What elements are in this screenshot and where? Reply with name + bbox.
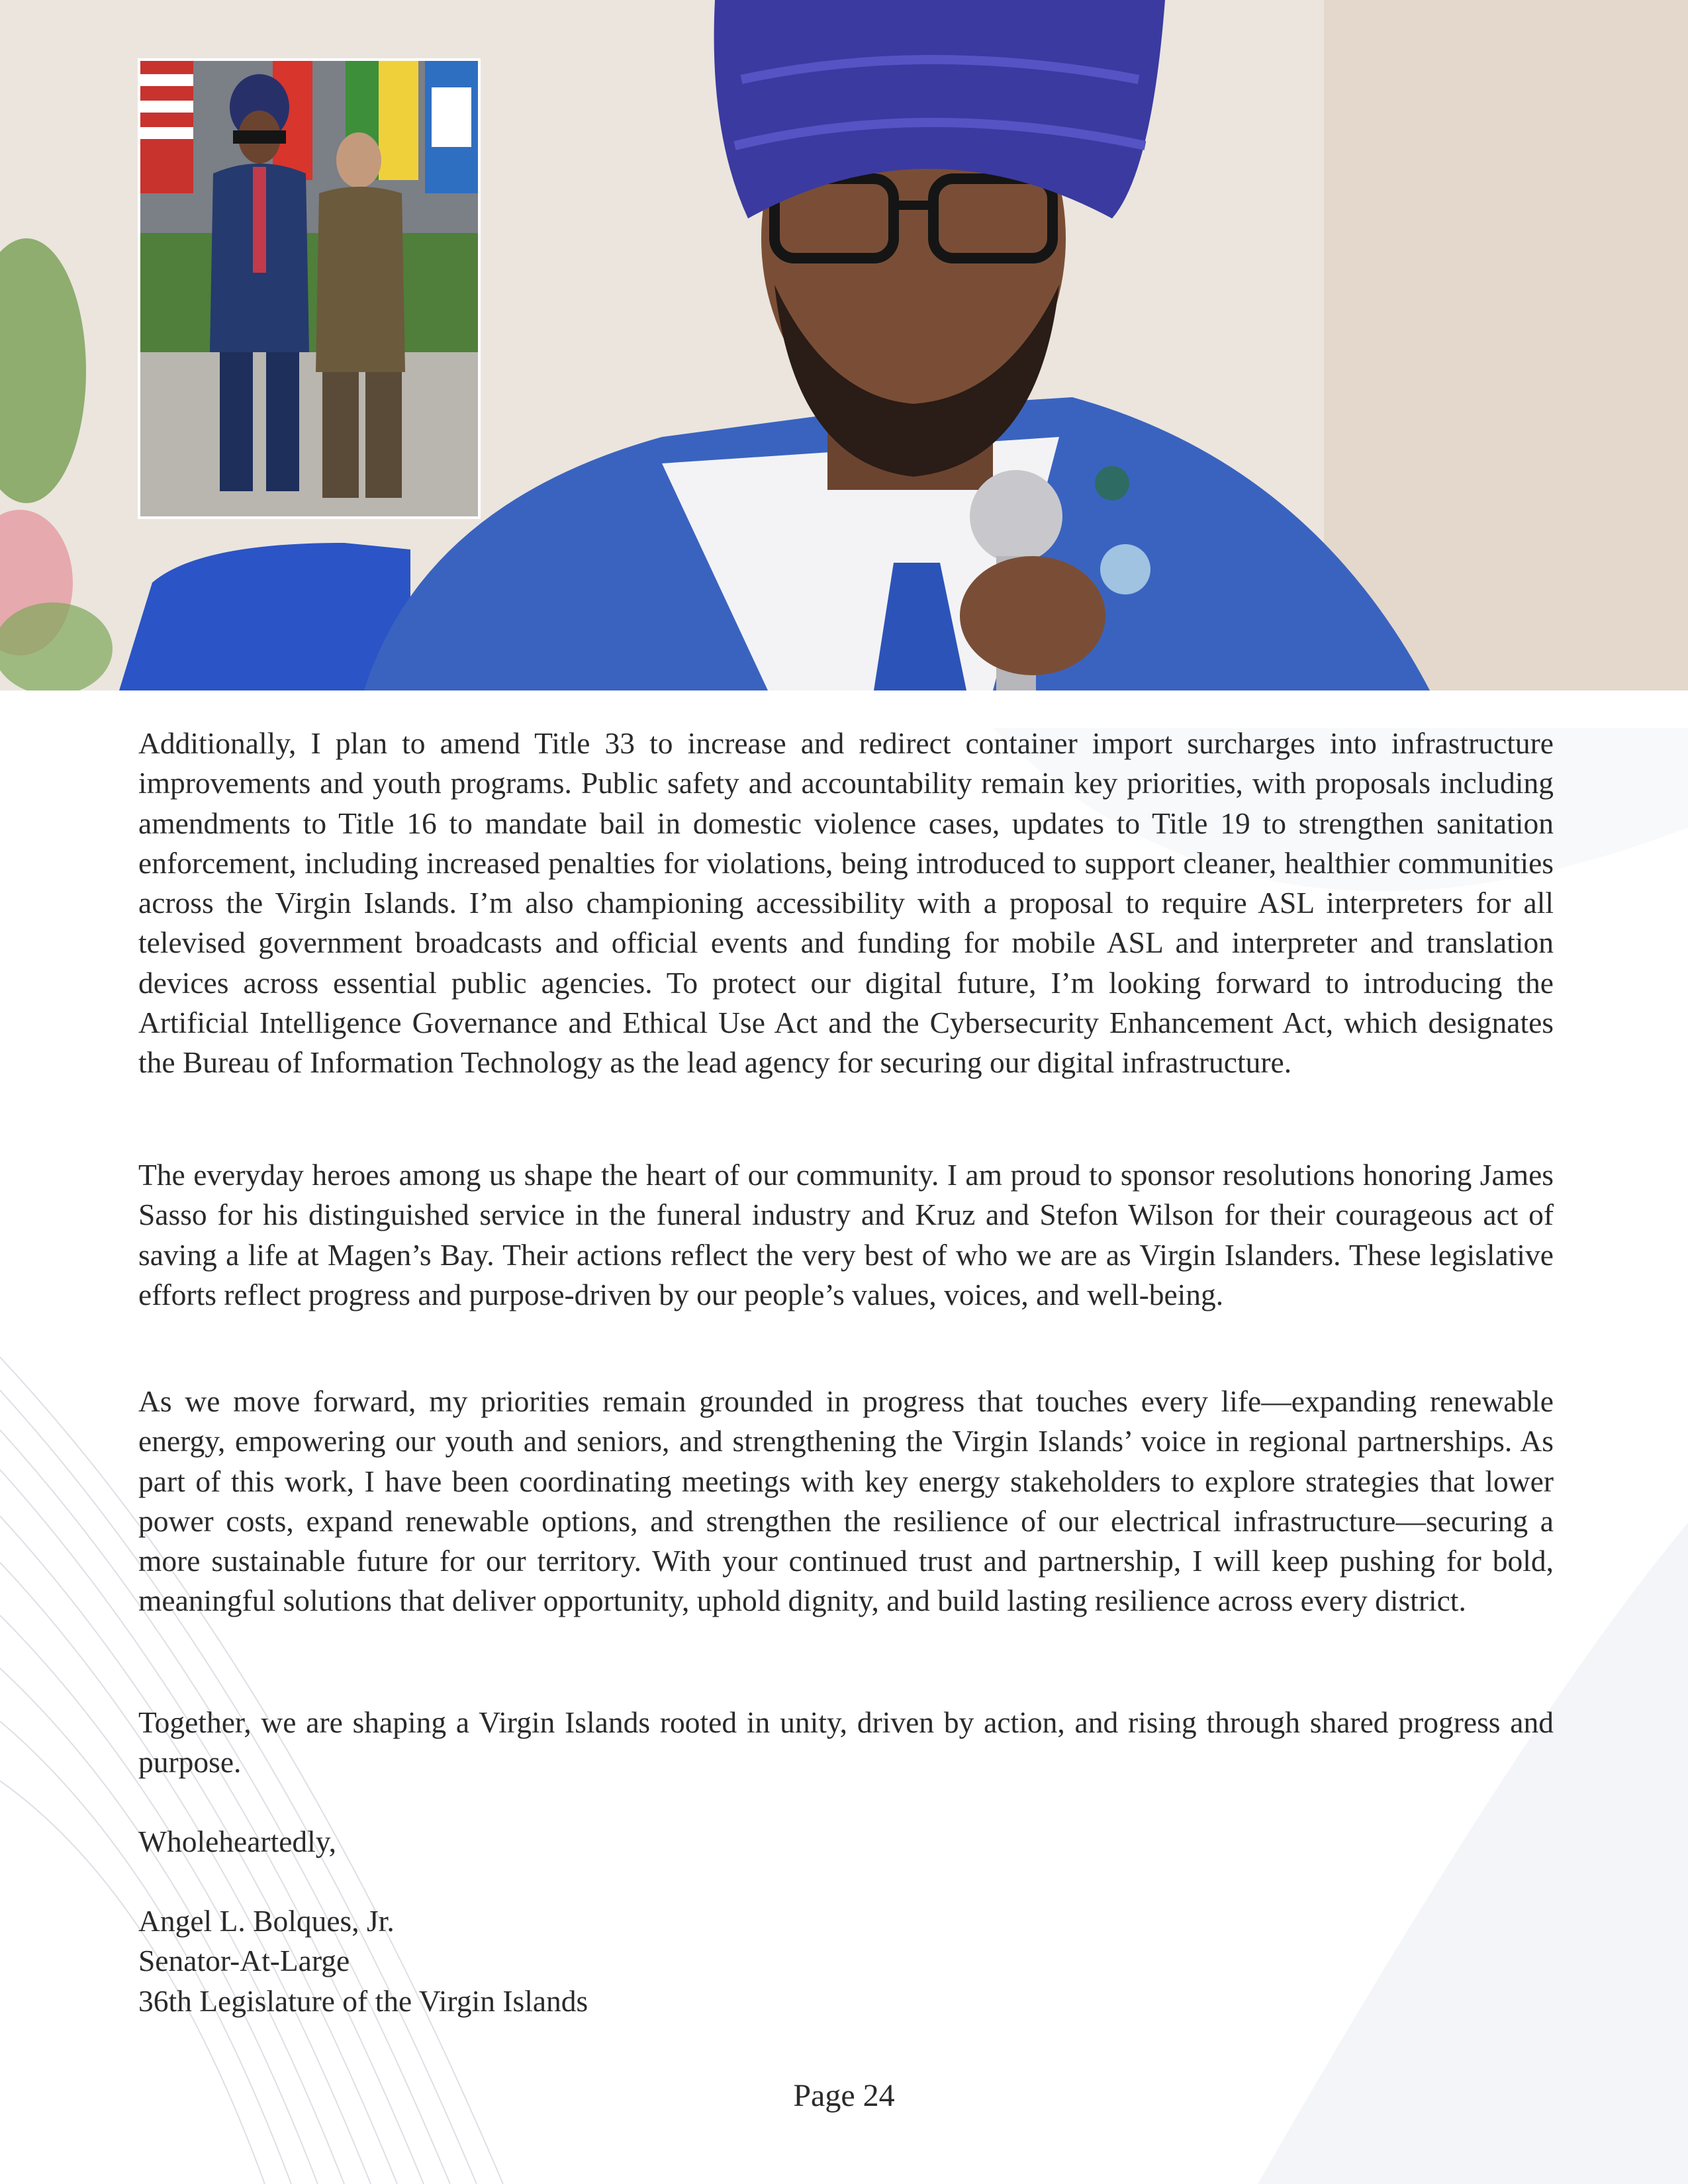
paragraph-4-text: Together, we are shaping a Virgin Islands rooted in unity, driven by action, and rising through shared progress and purpose. [138, 1705, 1554, 1780]
signature-block [138, 1901, 1554, 2021]
signer-title: Senator-At-Large [138, 1944, 350, 1978]
inset-photo [138, 58, 481, 519]
group-photo-icon [140, 61, 478, 516]
signer-legislature: 36th Legislature of the Virgin Islands [138, 1983, 588, 2018]
salutation-text: Wholeheartedly, [138, 1825, 336, 1858]
paragraph-2-text: The everyday heroes among us shape the heart of our community. I am proud to sponsor resolutions honoring James Sasso for his distinguished service in the funeral industry and Kruz and Stefon Wilson for their courageous act of saving a life at Magen’s Bay. Their actions reflect the very best of who we are as Virgin Islanders. These legislative efforts reflect progress and purpose-driven by our people’s values, voices, and well-being. [138, 1158, 1554, 1311]
header-photo [0, 0, 1688, 690]
closing-salutation [138, 1822, 1554, 1862]
signer-name: Angel L. Bolques, Jr. [138, 1904, 395, 1938]
body-paragraph-2 [138, 1155, 1554, 1315]
body-paragraph-4 [138, 1703, 1554, 1783]
body-paragraph-1 [138, 724, 1554, 1083]
paragraph-1-text: Additionally, I plan to amend Title 33 to increase and redirect container import surcharges into infrastructure improvements and youth programs. Public safety and accountability remain key priorities, with proposals including amendments to Title 16 to mandate bail in domestic violence cases, updates to Title 19 to strengthen sanitation enforcement, including increased penalties for violations, being introduced to support cleaner, healthier communities across the Virgin Islands. I’m also championing accessibility with a proposal to require ASL interpreters for all televised government broadcasts and official events and funding for mobile ASL and interpreter and translation devices across essential public agencies. To protect our digital future, I’m looking forward to introducing the Artificial Intelligence Governance and Ethical Use Act and the Cybersecurity Enhancement Act, which designates the Bureau of Information Technology as the lead agency for securing our digital infrastructure. [138, 726, 1554, 1080]
page-number: Page 24 [793, 2078, 895, 2113]
paragraph-3-text: As we move forward, my priorities remain grounded in progress that touches every life—expanding renewable energy, empowering our youth and seniors, and strengthening the Virgin Islands’ voice in regional partnerships. As part of this work, I have been coordinating meetings with key energy stakeholders to explore strategies that lower power costs, expand renewable options, and strengthen the resilience of our electrical infrastructure—securing a more sustainable future for our territory. With your continued trust and partnership, I will keep pushing for bold, meaningful solutions that deliver opportunity, uphold dignity, and build lasting resilience across every district. [138, 1384, 1554, 1618]
body-paragraph-3 [138, 1382, 1554, 1621]
